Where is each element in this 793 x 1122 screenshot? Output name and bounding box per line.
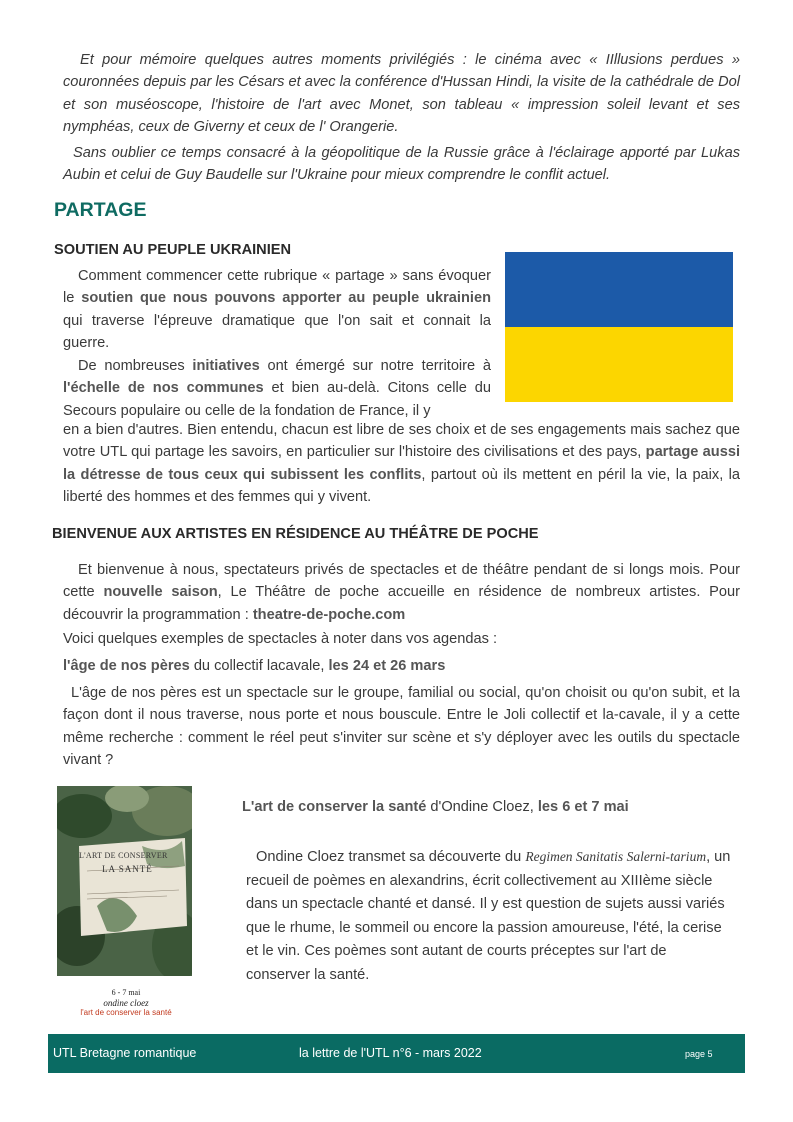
poster-inner-line2: LA SANTÉ [102, 864, 153, 874]
flag-yellow-band [505, 327, 733, 402]
ukraine-paragraph-1: Comment commencer cette rubrique « partage » sans évoquer le soutien que nous pouvons apporter au peuple ukrainien qui traverse l'épreuve dramatique que l'on sait et connait la guerre. [63, 268, 491, 352]
poster-inner-line1: L'ART DE CONSERVER [79, 851, 168, 860]
footer-page-number: page 5 [685, 1049, 713, 1059]
poster-caption-dates: 6 - 7 mai [111, 988, 141, 997]
latin-title: Regimen Sanitatis Salerni-tarium [525, 849, 707, 864]
intro-paragraph-1: Et pour mémoire quelques autres moments privilégiés : le cinéma avec « IIllusions perdues » couronnées depuis par les Césars et avec la conférence d'Hussan Hindi, la visite de la cathédrale de Dol et son muséoscope, l'histoire de l'art avec Monet, son tableau « impression soleil levant et ses nymphéas, ceux de Giverny et ceux de l' Orangerie. [63, 52, 740, 136]
poster-caption-title: l'art de conserver la santé [80, 1008, 172, 1017]
ukraine-flag-image [505, 252, 733, 402]
theatre-website-link[interactable]: theatre-de-poche.com [252, 606, 406, 623]
footer-organization: UTL Bretagne romantique [53, 1046, 197, 1060]
flag-blue-band [505, 252, 733, 327]
poster-caption [70, 988, 182, 1018]
heading-theatre: BIENVENUE AUX ARTISTES EN RÉSIDENCE AU THÉÂTRE DE POCHE [52, 526, 539, 542]
theatre-paragraph-1: Et bienvenue à nous, spectateurs privés de spectacles et de théâtre pendant de si longs mois. Pour cette nouvelle saison, Le Théâtre de poche accueille en résidence de nombreux artistes. Pour découvrir la programmation : theatre-de-poche.com [63, 562, 740, 623]
theatre-paragraph-2: Voici quelques exemples de spectacles à noter dans vos agendas : [63, 631, 498, 647]
show1-line: l'âge de nos pères du collectif lacavale, les 24 et 26 mars [63, 658, 446, 674]
page-footer [48, 1034, 745, 1073]
heading-ukraine: SOUTIEN AU PEUPLE UKRAINIEN [54, 242, 292, 258]
ukraine-paragraph-2: De nombreuses initiatives ont émergé sur notre territoire à l'échelle de nos communes et bien au-delà. Citons celle du Secours populaire ou celle de la fondation de France, il y [63, 358, 491, 419]
show1-description: L'âge de nos pères est un spectacle sur le groupe, familial ou social, qu'on choisit ou qu'on subit, et la façon dont il nous traverse, nous porte et nous bouscule. Entre le Joli collectif et la-cavale, il y a cette même recherche : comment le réel peut s'inviter sur scène et s'y déployer avec les outils du spectacle vivant ? [63, 685, 740, 769]
poster-artwork [57, 786, 192, 976]
show2-description: Ondine Cloez transmet sa découverte du Regimen Sanitatis Salerni-tarium, un recueil de poèmes en alexandrins, écrit collectivement au XIIIème siècle dans un spectacle chanté et dansé. Il y est question de sujets aussi variés que le rhume, le sommeil ou encore la passion amoureuse, l'été, la cerise et le vin. Ces poèmes sont autant de courts préceptes sur l'art de conserver la santé. [246, 849, 731, 983]
intro-paragraph-2: Sans oublier ce temps consacré à la géopolitique de la Russie grâce à l'éclairage apporté par Lukas Aubin et celui de Guy Baudelle sur l'Ukraine pour mieux comprendre le conflit actuel. [63, 145, 740, 184]
footer-issue: la lettre de l'UTL n°6 - mars 2022 [299, 1046, 482, 1060]
show2-poster-image [57, 786, 192, 976]
section-title-partage: PARTAGE [54, 199, 147, 221]
poster-caption-name: ondine cloez [103, 998, 149, 1008]
show2-line: L'art de conserver la santé d'Ondine Cloez, les 6 et 7 mai [242, 799, 629, 815]
ukraine-paragraph-3: en a bien d'autres. Bien entendu, chacun est libre de ses choix et de ses engagements mais sachez que votre UTL qui partage les savoirs, en particulier sur l'histoire des civilisations et des pays, partage aussi la détresse de tous ceux qui subissent les conflits, partout où ils mettent en péril la vie, la paix, la liberté des hommes et des femmes qui y vivent. [63, 422, 740, 506]
